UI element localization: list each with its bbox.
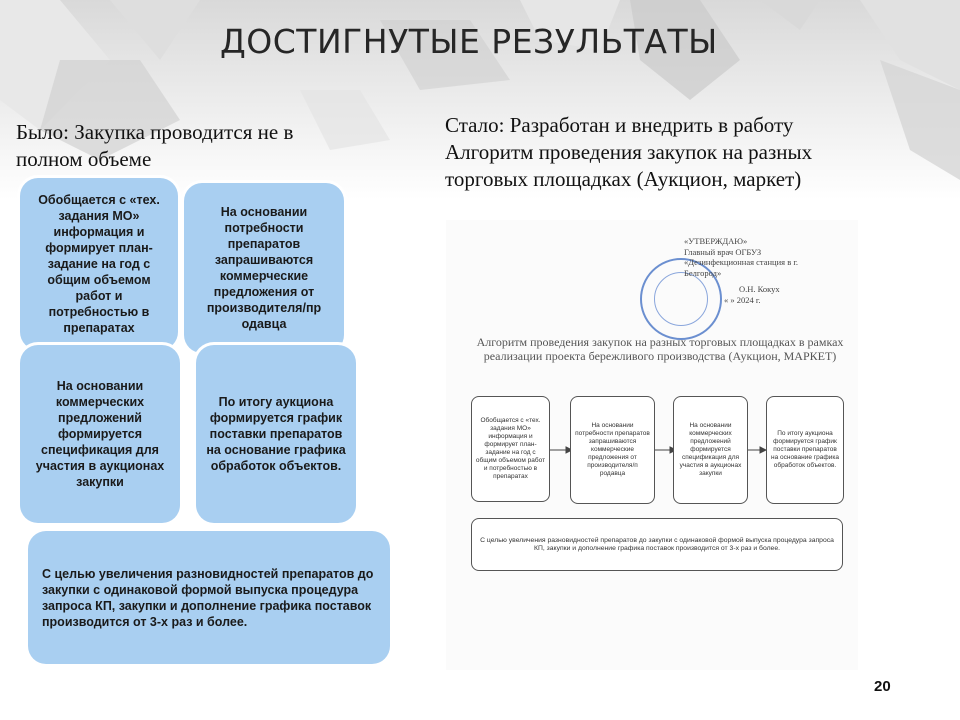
doc-step-2: На основании потребности препаратов запрашиваются коммерческие предложения от производителя/п родавца	[570, 396, 655, 504]
doc-step-1: Обобщается с «тех. задания МО» информация и формирует план-задание на год с общим объемом работ и потребностью в препаратах	[471, 396, 550, 502]
before-box-3: На основании коммерческих предложений формируется спецификация для участия в аукционах закупки	[20, 345, 180, 523]
doc-step-3: На основании коммерческих предложений формируется спецификация для участия в аукционах закупки	[673, 396, 748, 504]
doc-step-bottom: С целью увеличения разновидностей препаратов до закупки с одинаковой формой выпуска процедура запроса КП, закупки и дополнение графика поставок производится от 3-х раз и более.	[471, 518, 843, 571]
page-number: 20	[874, 678, 891, 695]
slide-title: ДОСТИГНУТЫЕ РЕЗУЛЬТАТЫ	[220, 22, 718, 61]
before-box-4: По итогу аукциона формируется график поставки препаратов на основание графика обработок объектов.	[196, 345, 356, 523]
before-box-1: Обобщается с «тех. задания МО» информация и формирует план-задание на год с общим объемом работ и потребностью в препаратах	[20, 178, 178, 350]
before-text: Было: Закупка проводится не в полном объеме	[16, 120, 294, 171]
after-text: Стало: Разработан и внедрить в работу Алгоритм проведения закупок на разных торговых площадках (Аукцион, маркет)	[445, 113, 813, 191]
before-box-5: С целью увеличения разновидностей препаратов до закупки с одинаковой формой выпуска процедура запроса КП, закупки и дополнение графика поставок производится от 3-х раз и более.	[28, 531, 390, 664]
doc-step-4: По итогу аукциона формируется график поставки препаратов на основание графика обработок объектов.	[766, 396, 844, 504]
before-box-2: На основании потребности препаратов запрашиваются коммерческие предложения от производителя/пр одавца	[184, 183, 344, 353]
approval-block: «УТВЕРЖДАЮ» Главный врач ОГБУЗ «Дезинфекционная станция в г. Белгород» О.Н. Кокух « » 2024 г.	[684, 236, 798, 305]
document-title: Алгоритм проведения закупок на разных торговых площадках в рамках реализации проекта бережливого производства (Аукцион, МАРКЕТ)	[476, 335, 844, 363]
